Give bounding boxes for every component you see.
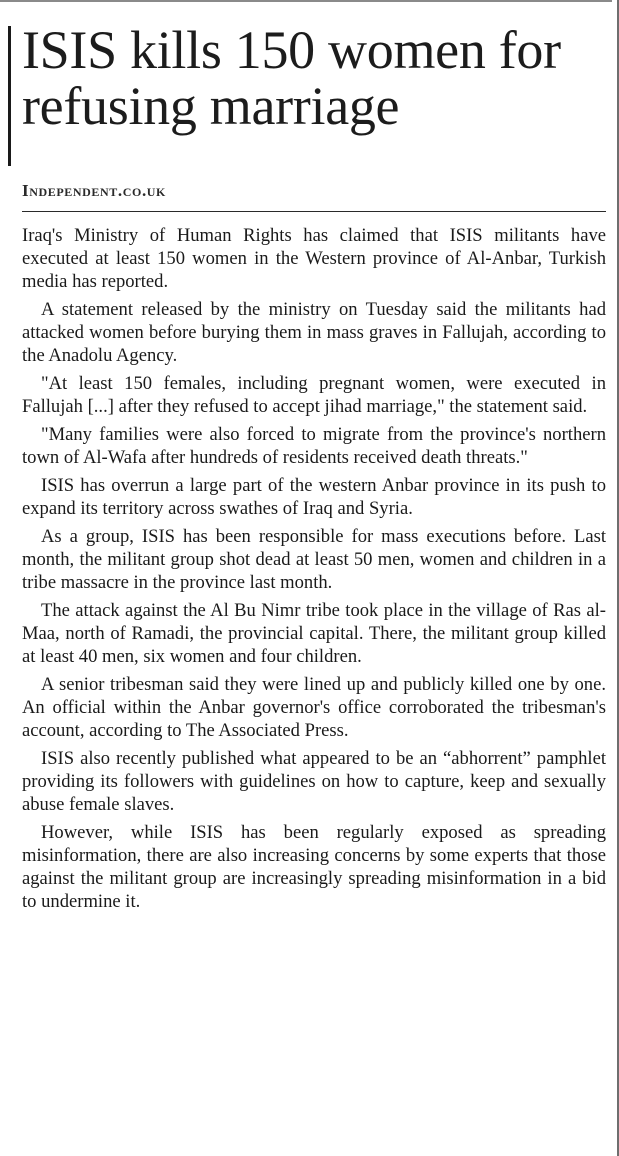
paragraph: "Many families were also forced to migrate from the province's northern town of Al-Wafa after hundreds of residents received death threats." xyxy=(22,424,606,468)
headline: ISIS kills 150 women for refusing marriage xyxy=(22,20,561,136)
paragraph: The attack against the Al Bu Nimr tribe took place in the village of Ras al-Maa, north of Ramadi, the provincial capital. There, the militant group killed at least 40 men, six women and four children. xyxy=(22,600,606,667)
source-divider xyxy=(22,211,606,212)
source-credit: Independent.co.uk xyxy=(22,181,166,200)
top-border-rule xyxy=(0,0,612,2)
paragraph: As a group, ISIS has been responsible for mass executions before. Last month, the militant group shot dead at least 50 men, women and children in a tribe massacre in the province last month. xyxy=(22,526,606,593)
article-body xyxy=(22,224,606,918)
paragraph: ISIS has overrun a large part of the western Anbar province in its push to expand its territory across swathes of Iraq and Syria. xyxy=(22,475,606,519)
paragraph: However, while ISIS has been regularly exposed as spreading misinformation, there are also increasing concerns by some experts that those against the militant group are increasingly spreading misinformation in a bid to undermine it. xyxy=(22,822,606,912)
paragraph: A senior tribesman said they were lined up and publicly killed one by one. An official within the Anbar governor's office corroborated the tribesman's account, according to The Associated Press. xyxy=(22,674,606,741)
paragraph: ISIS also recently published what appeared to be an “abhorrent” pamphlet providing its followers with guidelines on how to capture, keep and sexually abuse female slaves. xyxy=(22,748,606,815)
headline-accent-rule xyxy=(8,26,11,166)
paragraph: "At least 150 females, including pregnant women, were executed in Fallujah [...] after they refused to accept jihad marriage," the statement said. xyxy=(22,373,606,417)
paragraph: A statement released by the ministry on Tuesday said the militants had attacked women before burying them in mass graves in Fallujah, according to the Anadolu Agency. xyxy=(22,299,606,366)
paragraph: Iraq's Ministry of Human Rights has claimed that ISIS militants have executed at least 150 women in the Western province of Al-Anbar, Turkish media has reported. xyxy=(22,225,606,292)
